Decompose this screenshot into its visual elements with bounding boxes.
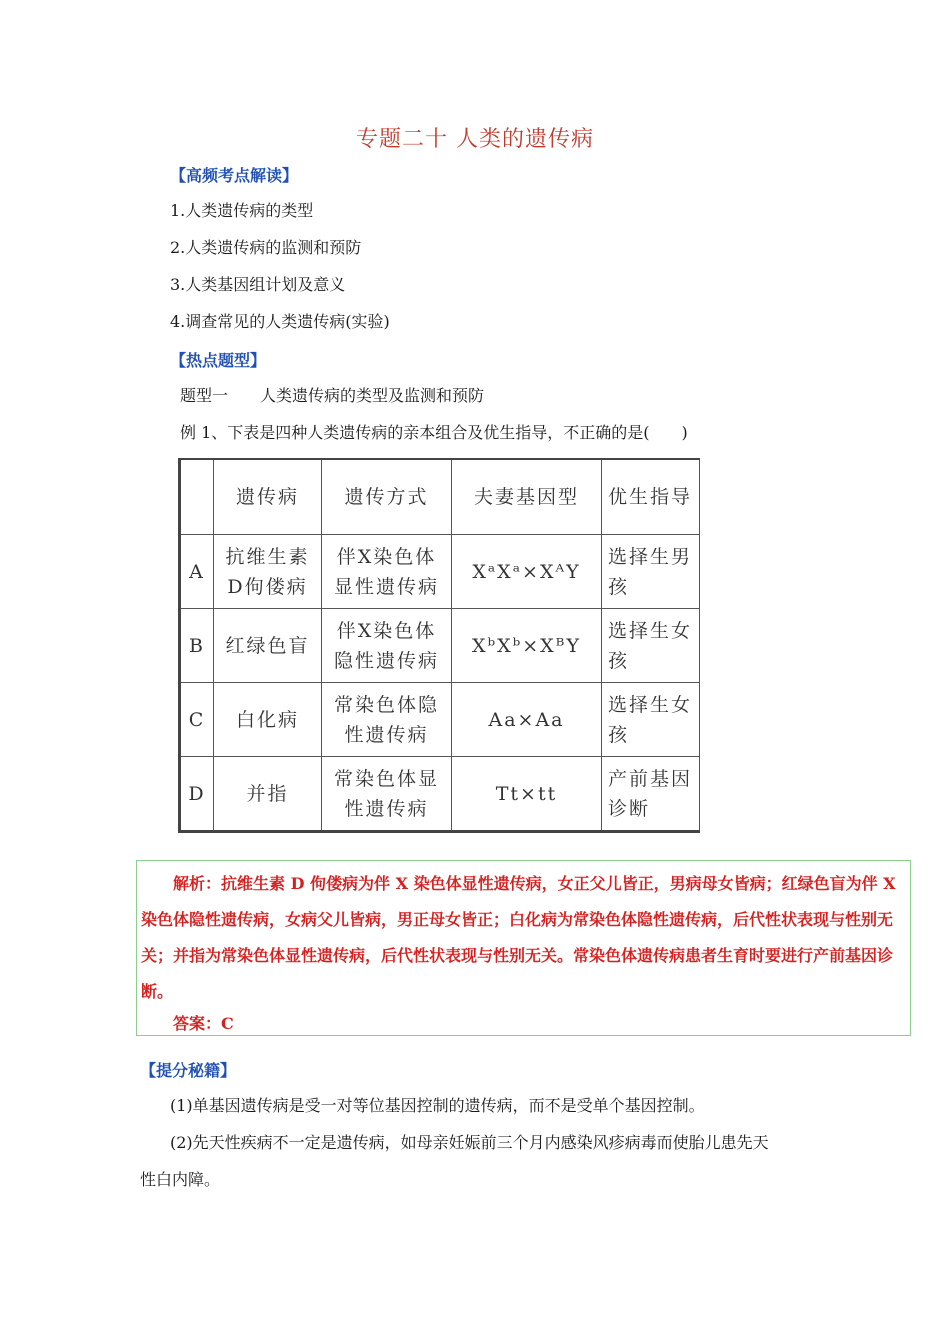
table-cell: 选择生男孩 [602, 535, 700, 609]
table-header-cell: 遗传方式 [322, 459, 452, 535]
table-header-cell: 优生指导 [602, 459, 700, 535]
table-cell: 选择生女孩 [602, 683, 700, 757]
list-item: 4.调查常见的人类遗传病(实验) [170, 312, 390, 331]
tip-paragraph-2: (2)先天性疾病不一定是遗传病，如母亲妊娠前三个月内感染风疹病毒而使胎儿患先天 [170, 1133, 769, 1152]
table-row [180, 609, 700, 683]
table-header-cell [180, 459, 214, 535]
table-row [180, 683, 700, 757]
analysis-box [136, 860, 911, 1036]
table-cell: 选择生女孩 [602, 609, 700, 683]
table-cell: D [180, 757, 214, 832]
table-cell: 红绿色盲 [214, 609, 322, 683]
list-item: 3.人类基因组计划及意义 [170, 275, 346, 294]
answer-text: 答案：C [173, 1014, 234, 1033]
example-question: 例 1、下表是四种人类遗传病的亲本组合及优生指导，不正确的是( ) [180, 423, 688, 442]
page-title: 专题二十 人类的遗传病 [356, 127, 594, 152]
table-cell: 伴X染色体隐性遗传病 [322, 609, 452, 683]
table-header-cell: 夫妻基因型 [452, 459, 602, 535]
table-header-cell: 遗传病 [214, 459, 322, 535]
table-cell: Aa×Aa [452, 683, 602, 757]
table-cell: A [180, 535, 214, 609]
table-cell: C [180, 683, 214, 757]
table-cell: 常染色体显性遗传病 [322, 757, 452, 832]
genetics-table-image [178, 458, 693, 838]
table-cell: 抗维生素D佝偻病 [214, 535, 322, 609]
table-cell: 伴X染色体显性遗传病 [322, 535, 452, 609]
table-cell: 产前基因诊断 [602, 757, 700, 832]
section-head-tips: 【提分秘籍】 [140, 1061, 237, 1080]
table-header-row [180, 459, 700, 535]
table-row [180, 535, 700, 609]
list-item: 2.人类遗传病的监测和预防 [170, 238, 362, 257]
genetics-table [178, 458, 700, 833]
table-cell: Tt×tt [452, 757, 602, 832]
table-cell: XᵇXᵇ×XᴮY [452, 609, 602, 683]
tip-paragraph-1: (1)单基因遗传病是受一对等位基因控制的遗传病，而不是受单个基因控制。 [170, 1096, 705, 1115]
table-row [180, 757, 700, 832]
section-head-hot-topics: 【热点题型】 [170, 351, 267, 370]
analysis-text: 解析：抗维生素 D 佝偻病为伴 X 染色体显性遗传病，女正父儿皆正，男病母女皆病；红绿色盲为伴 X 染色体隐性遗传病，女病父儿皆病，男正母女皆正；白化病为常染色体隐性遗传病，后代性状表现与性别无关；并指为常染色体显性遗传病，后代性状表现与性别无关。常染色体遗传病患者生育时要进行产前基因诊断。 [141, 874, 896, 1001]
list-item: 1.人类遗传病的类型 [170, 201, 314, 220]
question-type-line: 题型一 人类遗传病的类型及监测和预防 [180, 386, 485, 405]
table-cell: XᵃXᵃ×XᴬY [452, 535, 602, 609]
table-cell: B [180, 609, 214, 683]
table-cell: 并指 [214, 757, 322, 832]
table-cell: 白化病 [214, 683, 322, 757]
tip-paragraph-2-continued: 性白内障。 [140, 1170, 221, 1189]
table-cell: 常染色体隐性遗传病 [322, 683, 452, 757]
section-head-high-frequency: 【高频考点解读】 [170, 166, 299, 185]
